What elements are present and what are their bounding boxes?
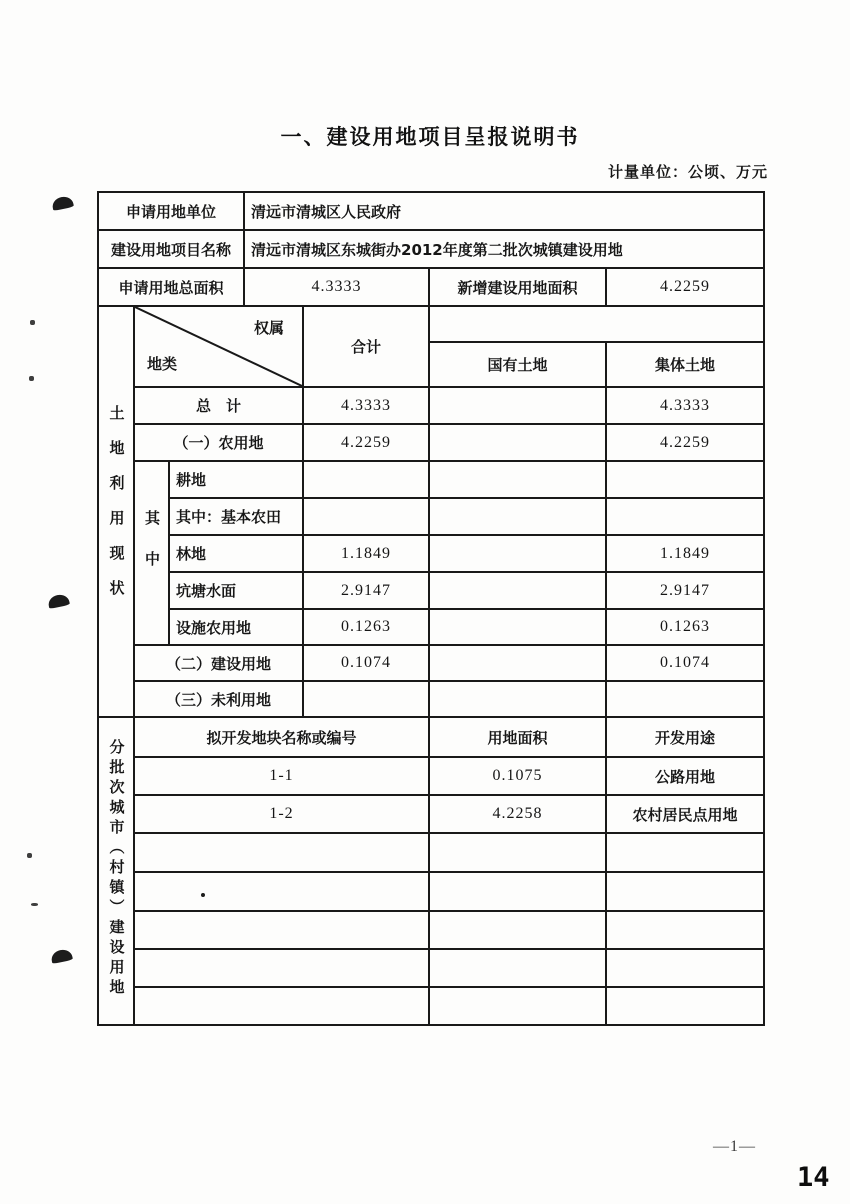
land-use-row xyxy=(98,424,764,461)
parcel-name xyxy=(134,872,429,911)
land-use-row xyxy=(98,387,764,424)
diagonal-header-cell xyxy=(134,306,303,387)
land-use-row xyxy=(98,572,764,609)
table-row xyxy=(98,717,764,757)
development-section-label: 分批次城市（村镇）建设用地 xyxy=(98,717,134,1025)
parcel-use xyxy=(606,949,764,987)
land-use-row xyxy=(98,498,764,535)
land-use-row xyxy=(98,645,764,681)
row-total: 0.1263 xyxy=(303,609,429,645)
parcel-area xyxy=(429,949,606,987)
row-collective: 0.1074 xyxy=(606,645,764,681)
parcel-area xyxy=(429,911,606,949)
row-collective: 1.1849 xyxy=(606,535,764,572)
parcel-use xyxy=(606,987,764,1025)
parcel-use xyxy=(606,833,764,872)
row-collective: 2.9147 xyxy=(606,572,764,609)
scan-artifact xyxy=(51,195,74,211)
table-row xyxy=(98,230,764,268)
row-total: 2.9147 xyxy=(303,572,429,609)
land-use-row xyxy=(98,609,764,645)
parcel-name xyxy=(134,987,429,1025)
corner-page-stamp: 14 xyxy=(797,1162,830,1193)
development-parcels-table xyxy=(97,716,765,1026)
total-area-label: 申请用地总面积 xyxy=(98,268,244,306)
row-total xyxy=(303,461,429,498)
row-label: （二）建设用地 xyxy=(134,645,303,681)
scan-artifact xyxy=(27,853,32,858)
row-label: （三）未利用地 xyxy=(134,681,303,717)
land-use-row xyxy=(98,681,764,717)
row-total: 1.1849 xyxy=(303,535,429,572)
header-total: 合计 xyxy=(303,306,429,387)
header-land-type: 地类 xyxy=(147,355,178,373)
parcel-name xyxy=(134,949,429,987)
scan-artifact xyxy=(30,320,35,325)
parcel-name: 1-1 xyxy=(134,757,429,795)
header-state-owned: 国有土地 xyxy=(429,342,606,387)
row-label: （一）农用地 xyxy=(134,424,303,461)
scan-artifact xyxy=(201,893,205,897)
row-state xyxy=(429,681,606,717)
row-label: 耕地 xyxy=(169,461,303,498)
row-label: 其中：基本农田 xyxy=(169,498,303,535)
parcel-row xyxy=(98,949,764,987)
land-use-row xyxy=(98,535,764,572)
row-label: 坑塘水面 xyxy=(169,572,303,609)
parcel-name: 1-2 xyxy=(134,795,429,833)
subgroup-label: 其中 xyxy=(134,461,169,645)
row-collective: 4.3333 xyxy=(606,387,764,424)
parcel-area xyxy=(429,833,606,872)
row-state xyxy=(429,461,606,498)
row-label: 林地 xyxy=(169,535,303,572)
parcel-use: 公路用地 xyxy=(606,757,764,795)
row-collective xyxy=(606,498,764,535)
header-ownership-span xyxy=(429,306,764,342)
parcel-area xyxy=(429,987,606,1025)
scan-artifact xyxy=(29,376,34,381)
project-name-value: 清远市清城区东城街办2012年度第二批次城镇建设用地 xyxy=(244,230,764,268)
applicant-unit-label: 申请用地单位 xyxy=(98,192,244,230)
parcel-row xyxy=(98,911,764,949)
main-form-table xyxy=(97,191,763,1026)
parcel-row xyxy=(98,833,764,872)
footer-page-number: —1— xyxy=(713,1138,756,1155)
row-collective: 4.2259 xyxy=(606,424,764,461)
table-row xyxy=(98,192,764,230)
parcel-row xyxy=(98,757,764,795)
new-construction-area-value: 4.2259 xyxy=(606,268,764,306)
page-title: 一、建设用地项目呈报说明书 xyxy=(280,125,580,149)
row-total xyxy=(303,498,429,535)
row-state xyxy=(429,609,606,645)
parcel-row xyxy=(98,795,764,833)
measurement-unit-note: 计量单位：公顷、万元 xyxy=(607,163,768,181)
parcel-name xyxy=(134,911,429,949)
parcel-area: 4.2258 xyxy=(429,795,606,833)
land-use-row xyxy=(98,461,764,498)
row-total: 0.1074 xyxy=(303,645,429,681)
table-row xyxy=(98,268,764,306)
row-state xyxy=(429,498,606,535)
land-use-section-label: 土地利用现状 xyxy=(98,306,134,717)
total-area-value: 4.3333 xyxy=(244,268,429,306)
row-total xyxy=(303,681,429,717)
land-use-status-table xyxy=(97,305,765,718)
header-ownership: 权属 xyxy=(253,319,284,337)
scan-artifact xyxy=(31,903,38,906)
parcel-name xyxy=(134,833,429,872)
parcel-use xyxy=(606,872,764,911)
project-name-label: 建设用地项目名称 xyxy=(98,230,244,268)
row-state xyxy=(429,424,606,461)
header-parcel-use: 开发用途 xyxy=(606,717,764,757)
row-collective xyxy=(606,681,764,717)
row-total: 4.3333 xyxy=(303,387,429,424)
parcel-area: 0.1075 xyxy=(429,757,606,795)
scan-artifact xyxy=(47,593,70,609)
row-state xyxy=(429,645,606,681)
parcel-area xyxy=(429,872,606,911)
row-total: 4.2259 xyxy=(303,424,429,461)
parcel-use xyxy=(606,911,764,949)
parcel-row xyxy=(98,987,764,1025)
new-construction-area-label: 新增建设用地面积 xyxy=(429,268,606,306)
table-row xyxy=(98,306,764,342)
row-collective xyxy=(606,461,764,498)
row-label: 总 计 xyxy=(134,387,303,424)
parcel-use: 农村居民点用地 xyxy=(606,795,764,833)
row-label: 设施农用地 xyxy=(169,609,303,645)
header-collective: 集体土地 xyxy=(606,342,764,387)
row-state xyxy=(429,387,606,424)
project-info-table xyxy=(97,191,765,307)
header-parcel-name: 拟开发地块名称或编号 xyxy=(134,717,429,757)
row-state xyxy=(429,572,606,609)
scan-artifact xyxy=(50,948,73,964)
parcel-row xyxy=(98,872,764,911)
row-collective: 0.1263 xyxy=(606,609,764,645)
applicant-unit-value: 清远市清城区人民政府 xyxy=(244,192,764,230)
header-parcel-area: 用地面积 xyxy=(429,717,606,757)
row-state xyxy=(429,535,606,572)
